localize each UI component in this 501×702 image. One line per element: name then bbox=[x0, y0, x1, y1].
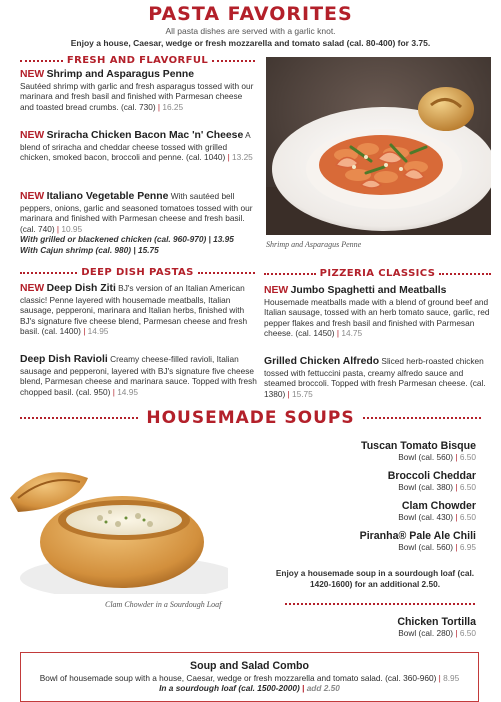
soup-price: 6.50 bbox=[459, 512, 476, 522]
photo-caption-penne: Shrimp and Asparagus Penne bbox=[266, 240, 362, 249]
pasta-note: All pasta dishes are served with a garlic knot. bbox=[165, 26, 336, 36]
item-price: 14.75 bbox=[341, 328, 363, 339]
section-pizzeria-title: PIZZERIA CLASSICS bbox=[319, 268, 436, 279]
photo-caption-chowder: Clam Chowder in a Sourdough Loaf bbox=[105, 600, 222, 609]
menu-item-chicken-alfredo: Grilled Chicken Alfredo Sliced herb-roasted chicken tossed with fettuccini pasta, creamy alfredo sauce and steamed broccoli. Topped with fresh Parmesan cheese. (cal. 1380) | 15.75 bbox=[264, 356, 486, 399]
dotted-rule bbox=[20, 417, 138, 419]
soup-bowl: Bowl (cal. 280) | 6.50 bbox=[398, 628, 476, 638]
item-price: 15.75 bbox=[292, 388, 313, 399]
soup-name: Clam Chowder bbox=[401, 500, 476, 512]
soup-bowl: Bowl (cal. 560) | 6.95 bbox=[398, 542, 476, 552]
photo-shrimp-asparagus-penne bbox=[266, 57, 491, 235]
combo-add-price: add 2.50 bbox=[306, 683, 340, 693]
section-deep-heading bbox=[20, 267, 255, 278]
item-name: Shrimp and Asparagus Penne bbox=[46, 69, 194, 80]
item-price: 16.25 bbox=[162, 101, 184, 112]
item-description: With sautéed bell peppers, onions, garlic and seasoned tomatoes tossed with our marinara and finished with Parmesan cheese and fresh basil. (cal. 740) bbox=[20, 191, 253, 234]
new-badge: NEW bbox=[20, 130, 45, 141]
combo-sourdough: In a sourdough loaf (cal. 1500-2000) | add 2.50 bbox=[159, 683, 340, 693]
soup-price: 6.95 bbox=[459, 542, 476, 552]
soup-price: 6.50 bbox=[459, 628, 476, 638]
item-variant-chicken: With grilled or blackened chicken (cal. 960-970) | 13.95 bbox=[20, 234, 234, 245]
dotted-rule bbox=[20, 272, 77, 274]
soup-bowl: Bowl (cal. 560) | 6.50 bbox=[398, 452, 476, 462]
item-description: Creamy cheese-filled ravioli, Italian sausage and pepperoni, layered with BJ's signature five cheese blend, Parmesan cheese and marinara sauce. Topped with fresh chopped basil. (cal. 950) bbox=[20, 354, 257, 397]
combo-description: Bowl of housemade soup with a house, Caesar, wedge or fresh mozzarella and tomato salad. (cal. 360-960) | 8.95 bbox=[39, 673, 460, 683]
dotted-rule bbox=[212, 60, 255, 62]
menu-item-jumbo-spaghetti: NEW Jumbo Spaghetti and Meatballs Housemade meatballs made with a blend of ground beef and Italian sausage, tossed with an herb tomato sauce, garlic, red pepper flakes and fresh basil and finished with Parmesan cheese. (cal. 1450) | 14.75 bbox=[264, 285, 490, 339]
menu-item-italiano-penne: NEW Italiano Vegetable Penne With sautéed bell peppers, onions, garlic and seasoned tomatoes tossed with our marinara and finished with Parmesan cheese and fresh basil. (cal. 740) | 10.95 With grilled or blackened chicken (cal. 960-970) | 13.95 With Cajun shrimp (cal. 980) | 15.75 bbox=[20, 191, 258, 256]
section-soups-title: HOUSEMADE SOUPS bbox=[146, 408, 355, 428]
item-description: BJ's version of an Italian American classic! Penne layered with housemade meatballs, Italian sausage, pepperoni, marinara and Italian herbs, finished with BJ's signature five cheese blend, Parmesan cheese and fresh basil. (cal. 1400) bbox=[20, 283, 248, 337]
item-price: 14.95 bbox=[117, 386, 138, 397]
menu-item-shrimp-asparagus-penne: NEW Shrimp and Asparagus Penne Sautéed shrimp with garlic and fresh asparagus tossed with our marinara and fresh basil and finished with Parmesan cheese and toasted bread crumbs. (cal. 730) | 16.25 bbox=[20, 69, 254, 112]
new-badge: NEW bbox=[20, 69, 45, 80]
salad-note: Enjoy a house, Caesar, wedge or fresh mozzarella and tomato salad (cal. 80-400) for 3.75. bbox=[70, 38, 431, 48]
dotted-rule bbox=[439, 273, 491, 275]
combo-price: 8.95 bbox=[443, 673, 460, 683]
item-description: A blend of sriracha and cheddar cheese tossed with grilled chicken, smoked bacon, broccoli and penne. (cal. 1040) bbox=[20, 130, 251, 163]
combo-title: Soup and Salad Combo bbox=[190, 660, 309, 672]
item-name: Deep Dish Ravioli bbox=[20, 354, 108, 365]
bread-bowl-illustration bbox=[0, 458, 228, 594]
dotted-rule bbox=[363, 417, 481, 419]
item-name: Jumbo Spaghetti and Meatballs bbox=[290, 285, 447, 296]
new-badge: NEW bbox=[20, 191, 45, 202]
section-fresh-title: FRESH AND FLAVORFUL bbox=[66, 55, 209, 66]
item-price: 14.95 bbox=[87, 326, 109, 337]
dotted-rule bbox=[20, 60, 63, 62]
item-description: Sliced herb-roasted chicken tossed with fettuccini pasta, creamy alfredo sauce and steamed broccoli. Topped with fresh Parmesan cheese. (cal. 1380) bbox=[264, 356, 486, 399]
item-name: Italiano Vegetable Penne bbox=[46, 191, 169, 202]
soup-bowl: Bowl (cal. 430) | 6.50 bbox=[398, 512, 476, 522]
soup-list bbox=[250, 440, 476, 552]
soup-name: Tuscan Tomato Bisque bbox=[361, 440, 476, 452]
new-badge: NEW bbox=[264, 285, 289, 296]
soup-name: Piranha® Pale Ale Chili bbox=[359, 530, 476, 542]
soup-price: 6.50 bbox=[459, 452, 476, 462]
soup-name: Chicken Tortilla bbox=[397, 616, 476, 628]
soup-bowl: Bowl (cal. 380) | 6.50 bbox=[398, 482, 476, 492]
soup-salad-combo-box bbox=[20, 652, 479, 702]
item-description: Housemade meatballs made with a blend of ground beef and Italian sausage, tossed with an herb tomato sauce, garlic, red pepper flakes and fresh basil and finished with Parmesan cheese. (cal. 1450) bbox=[264, 296, 490, 339]
pasta-plate-illustration bbox=[266, 57, 491, 235]
photo-clam-chowder bbox=[0, 458, 228, 594]
soup-name: Broccoli Cheddar bbox=[387, 470, 476, 482]
menu-item-deep-dish-ravioli: Deep Dish Ravioli Creamy cheese-filled ravioli, Italian sausage and pepperoni, layered with BJ's signature five cheese blend, Parmesan cheese and marinara sauce. Topped with fresh chopped basil. (cal. 950) | 14.95 bbox=[20, 354, 257, 397]
item-description: Sautéed shrimp with garlic and fresh asparagus tossed with our marinara and fresh basil and finished with Parmesan cheese and toasted bread crumbs. (cal. 730) bbox=[20, 80, 254, 112]
dotted-rule bbox=[198, 272, 255, 274]
section-soups-heading bbox=[20, 408, 481, 428]
section-fresh-heading bbox=[20, 55, 255, 66]
item-price: 10.95 bbox=[61, 223, 83, 234]
menu-item-deep-dish-ziti: NEW Deep Dish Ziti BJ's version of an Italian American classic! Penne layered with housemade meatballs, Italian sausage, pepperoni, marinara and Italian herbs, finished with BJ's signature five cheese blend, Parmesan cheese and fresh basil. (cal. 1400) | 14.95 bbox=[20, 283, 248, 337]
item-name: Sriracha Chicken Bacon Mac 'n' Cheese bbox=[46, 130, 244, 141]
item-name: Deep Dish Ziti bbox=[46, 283, 116, 294]
menu-item-sriracha-mac: NEW Sriracha Chicken Bacon Mac 'n' Cheese A blend of sriracha and cheddar cheese tossed with grilled chicken, smoked bacon, broccoli and penne. (cal. 1040) | 13.25 bbox=[20, 130, 253, 163]
new-badge: NEW bbox=[20, 283, 45, 294]
page-title: PASTA FAVORITES bbox=[148, 3, 353, 25]
dotted-rule bbox=[285, 603, 475, 605]
section-deep-title: DEEP DISH PASTAS bbox=[81, 267, 194, 278]
item-price: 13.25 bbox=[232, 152, 253, 163]
section-pizzeria-heading bbox=[264, 268, 491, 279]
dotted-rule bbox=[264, 273, 316, 275]
item-name: Grilled Chicken Alfredo bbox=[264, 356, 380, 367]
item-variant-shrimp: With Cajun shrimp (cal. 980) | 15.75 bbox=[20, 244, 159, 255]
sourdough-note: Enjoy a housemade soup in a sourdough loaf (cal. 1420-1600) for an additional 2.50. bbox=[275, 568, 475, 589]
soup-price: 6.50 bbox=[459, 482, 476, 492]
soup-extra bbox=[250, 616, 476, 638]
